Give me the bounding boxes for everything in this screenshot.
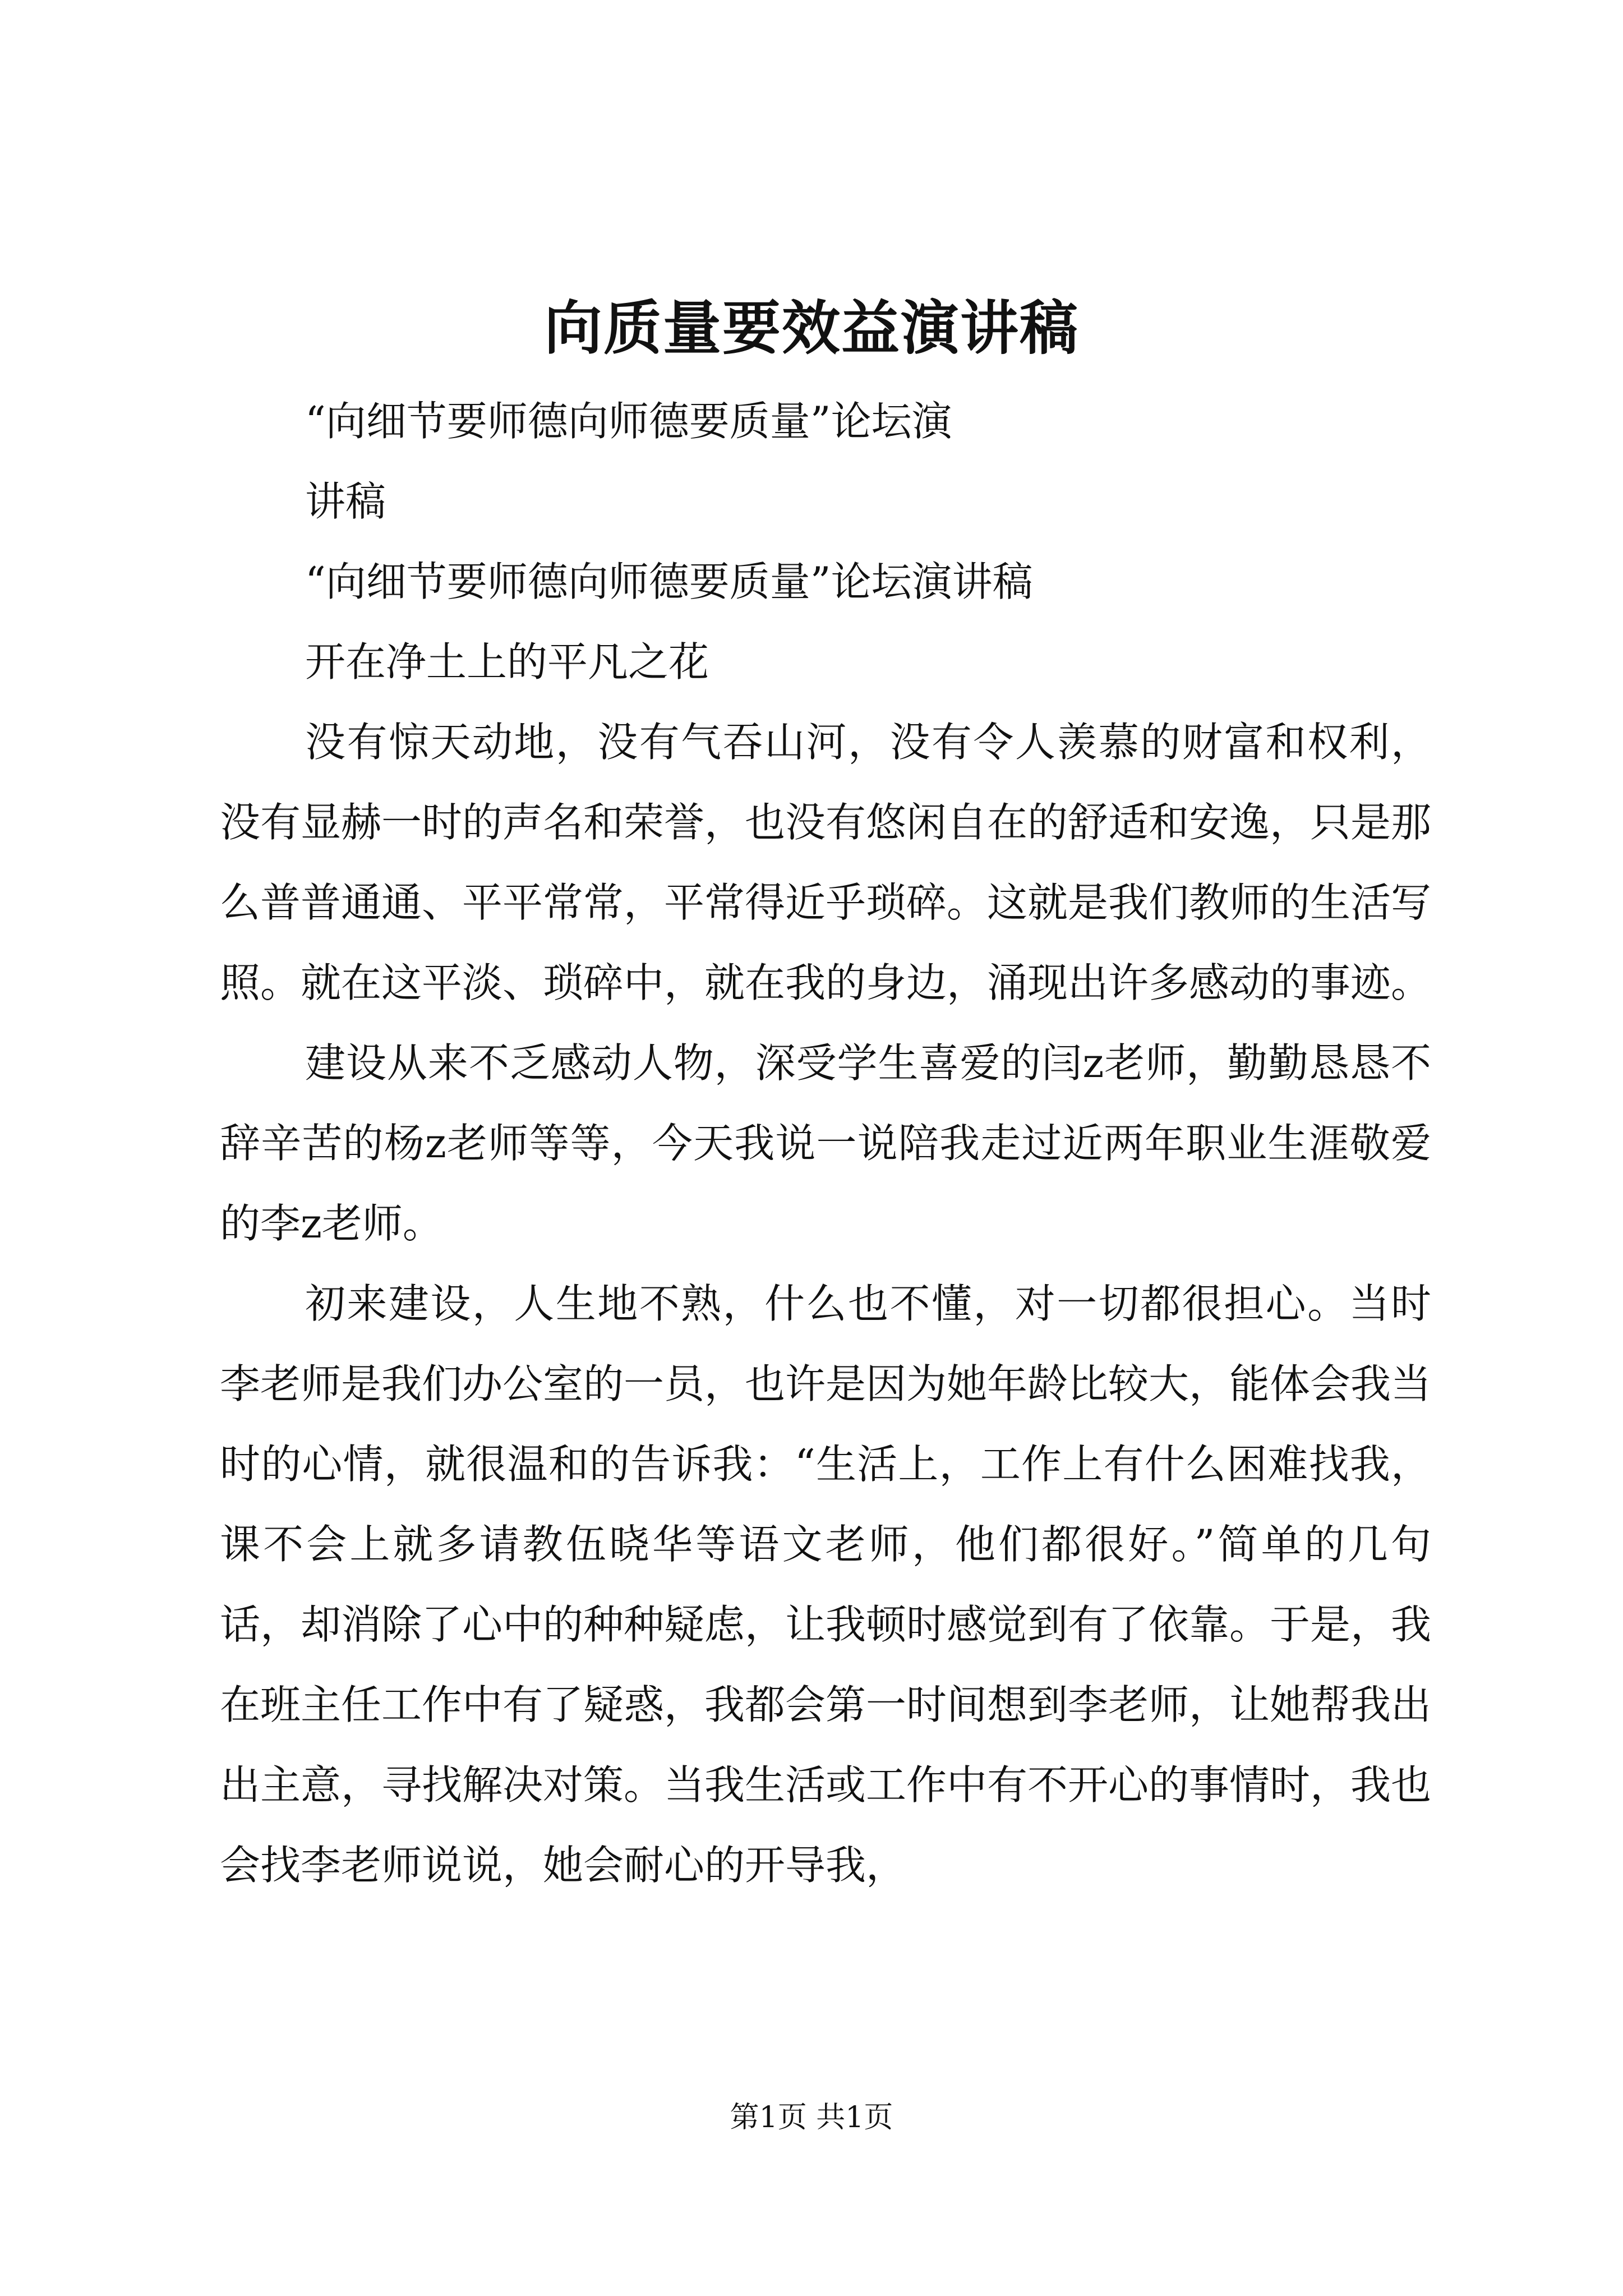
paragraph: “向细节要师德向师德要质量”论坛演 — [305, 398, 952, 445]
paragraph: “向细节要师德向师德要质量”论坛演讲稿 — [305, 558, 1033, 605]
paragraph: 开在净土上的平凡之花 — [305, 638, 709, 685]
paragraph: 建设从来不乏感动人物，深受学生喜爱的闫z老师，勤勤恳恳不辞辛苦的杨z老师等等，今天我说一说陪我走过近两年职业生涯敬爱的李z老师。 — [220, 1039, 1431, 1247]
document-title: 向质量要效益演讲稿 — [543, 293, 1079, 362]
paragraph: 初来建设，人生地不熟，什么也不懂，对一切都很担心。当时李老师是我们办公室的一员，也许是因为她年龄比较大，能体会我当时的心情，就很温和的告诉我：“生活上，工作上有什么困难找我，课不会上就多请教伍晓华等语文老师，他们都很好。”简单的几句话，却消除了心中的种种疑虑，让我顿时感觉到有了依靠。于是，我在班主任工作中有了疑惑，我都会第一时间想到李老师，让她帮我出出主意，寻找解决对策。当我生活或工作中有不开心的事情时，我也会找李老师说说，她会耐心的开导我， — [220, 1280, 1432, 1889]
paragraph: 讲稿 — [305, 478, 386, 525]
document-body — [220, 381, 1431, 1906]
paragraph: 没有惊天动地，没有气吞山河，没有令人羡慕的财富和权利，没有显赫一时的声名和荣誉，也没有悠闲自在的舒适和安逸，只是那么普普通通、平平常常，平常得近乎琐碎。这就是我们教师的生活写照。就在这平淡、琐碎中，就在我的身边，涌现出许多感动的事迹。 — [220, 719, 1432, 1006]
page-footer: 第1页 共1页 — [730, 2101, 893, 2134]
